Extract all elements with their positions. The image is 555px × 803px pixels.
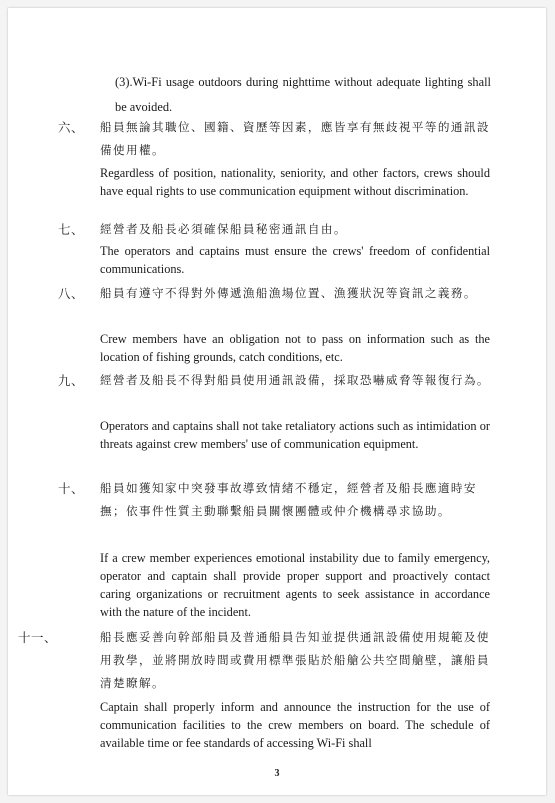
page-number: 3 [274,768,280,779]
clause-english-text: Captain shall properly inform and announce the instruction for the use of communication facilities to the crew members on board. The schedule of available time or fee standards of accessing Wi-Fi shall [100,700,490,750]
clause-chinese-text: 船員無論其職位、國籍、資歷等因素，應皆享有無歧視平等的通訊設備使用權。 [100,120,490,157]
clause-chinese-text: 船長應妥善向幹部船員及普通船員告知並提供通訊設備使用規範及使用教學，並將開放時間或費用標準張貼於船艙公共空間艙壁，讓船員清楚瞭解。 [100,630,490,690]
clause-number: 六、 [58,120,85,135]
clause-chinese-text: 經營者及船長必須確保船員秘密通訊自由。 [100,222,347,236]
document-page [8,8,546,795]
clause-number: 九、 [58,373,85,388]
clause-number: 七、 [58,222,85,237]
intro-paragraph: (3).Wi-Fi usage outdoors during nighttime without adequate lighting shall be avoided. [115,75,491,114]
clause-chinese-text: 經營者及船長不得對船員使用通訊設備，採取恐嚇威脅等報復行為。 [100,373,490,387]
clause-number: 十一、 [18,630,58,645]
clause-english-text: The operators and captains must ensure the crews' freedom of confidential communications. [100,244,490,276]
clause-english-text: Regardless of position, nationality, seniority, and other factors, crews should have equal rights to use communication equipment without discrimination. [100,166,490,198]
clause-number: 十、 [58,481,85,496]
clause-english-text: Crew members have an obligation not to pass on information such as the location of fishing grounds, catch conditions, etc. [100,332,490,364]
clause-chinese-text: 船員如獲知家中突發事故導致情緒不穩定，經營者及船長應適時安撫；依事件性質主動聯繫船員關懷團體或仲介機構尋求協助。 [100,481,477,518]
clause-number: 八、 [58,286,85,301]
clause-chinese-text: 船員有遵守不得對外傳遞漁船漁場位置、漁獲狀況等資訊之義務。 [100,286,477,300]
clause-english-text: If a crew member experiences emotional instability due to family emergency, operator and captain shall provide proper support and proactively contact caring organizations or recruitment agents to seek assistance in accordance with the nature of the incident. [100,551,490,619]
clause-english-text: Operators and captains shall not take retaliatory actions such as intimidation or threats against crew members' use of communication equipment. [100,419,490,451]
